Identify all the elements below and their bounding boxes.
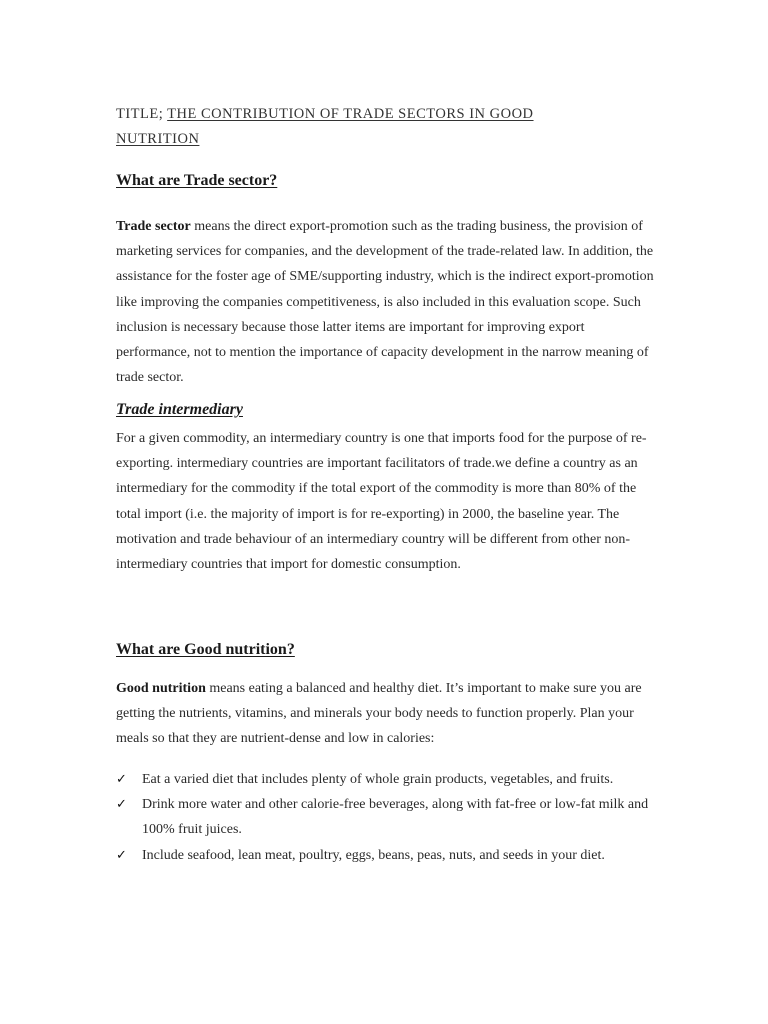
- list-item: [116, 767, 656, 792]
- list-item-text: Drink more water and other calorie-free beverages, along with fat-free or low-fat milk and 100% fruit juices.: [142, 797, 649, 838]
- check-icon: ✓: [116, 847, 127, 863]
- list-item-text: Include seafood, lean meat, poultry, eggs, beans, peas, nuts, and seeds in your diet.: [142, 847, 605, 863]
- trade-sector-heading: What are Trade sector?: [116, 172, 278, 189]
- check-icon: ✓: [116, 772, 127, 787]
- title-text-line2: NUTRITION: [116, 131, 200, 147]
- title-text-line1: THE CONTRIBUTION OF TRADE SECTORS IN GOOD: [167, 106, 534, 122]
- list-item: [116, 843, 656, 868]
- good-nutrition-heading: What are Good nutrition?: [116, 641, 295, 658]
- good-nutrition-paragraph: [116, 676, 656, 752]
- list-item: [116, 792, 656, 842]
- good-nutrition-body: means eating a balanced and healthy diet. It’s important to make sure you are getting the nutrients, vitamins, and minerals your body needs to function properly. Plan your meals so that they are nutrient-dense and low in calories:: [116, 681, 642, 747]
- trade-sector-paragraph: [116, 214, 656, 390]
- trade-intermediary-paragraph: For a given commodity, an intermediary country is one that imports food for the purpose of re-exporting. intermediary countries are important facilitators of trade.we define a country as an intermediary for the commodity if the total export of the commodity is more than 80% of the total import (i.e. the majority of import is for re-exporting) in 2000, the baseline year. The motivation and trade behaviour of an intermediary country will be different from other non-intermediary countries that import for domestic consumption.: [116, 431, 647, 573]
- check-icon: ✓: [116, 797, 127, 813]
- good-nutrition-lead: Good nutrition: [116, 681, 206, 696]
- title-prefix: TITLE;: [116, 106, 168, 122]
- document-title: [116, 102, 656, 152]
- list-item-text: Eat a varied diet that includes plenty of whole grain products, vegetables, and fruits.: [142, 772, 614, 787]
- nutrition-checklist: [116, 767, 656, 868]
- trade-sector-lead: Trade sector: [116, 219, 191, 234]
- trade-intermediary-heading: Trade intermediary: [116, 401, 243, 418]
- trade-sector-body: means the direct export-promotion such as the trading business, the provision of marketing services for companies, and the development of the trade-related law. In addition, the assistance for the foster age of SME/supporting industry, which is the indirect export-promotion like improving the companies competitiveness, is also included in this evaluation scope. Such inclusion is necessary because those latter items are important for improving export performance, not to mention the importance of capacity development in the narrow meaning of trade sector.: [116, 219, 654, 386]
